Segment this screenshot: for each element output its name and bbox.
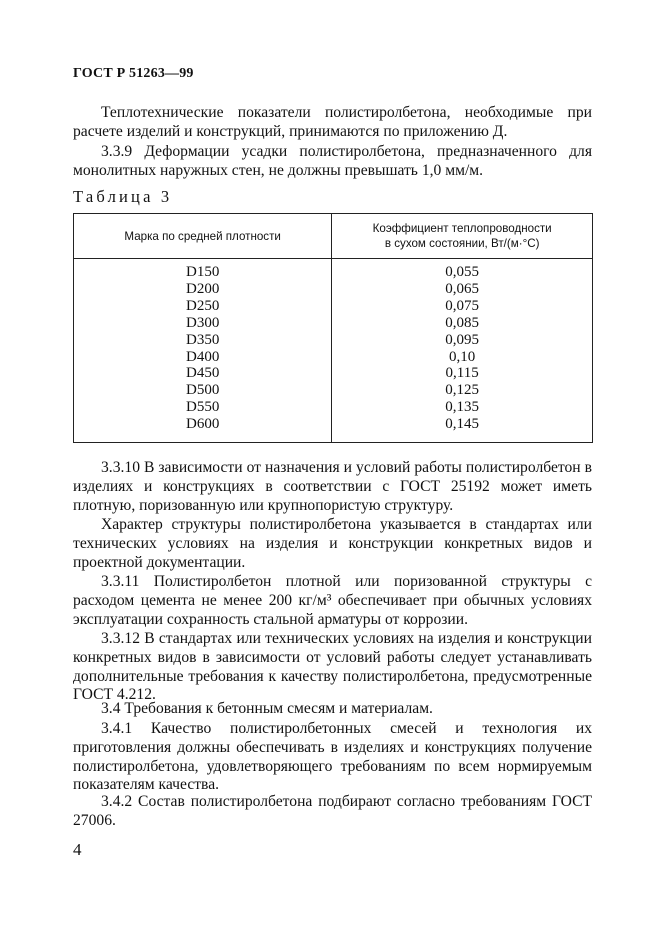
grade-cell: D350 [185, 331, 220, 348]
grade-list [74, 264, 331, 433]
conductivity-cell: 0,085 [445, 314, 480, 331]
grade-cell: D300 [185, 314, 220, 331]
header-col2-line2: в сухом состоянии, Вт/(м·°С) [384, 237, 540, 250]
conductivity-column [332, 259, 593, 443]
grade-column [74, 259, 332, 443]
table-caption: Таблица 3 [73, 187, 173, 206]
grade-cell: D500 [185, 382, 220, 399]
header-density-grade [74, 214, 332, 259]
paragraph-3-3-11: 3.3.11 Полистиролбетон плотной или поризованной структуры с расходом цемента не менее 200 кг/м³ обеспечивает при обычных условиях эксплуатации сохранность стальной арматуры от коррозии. [73, 573, 592, 628]
standard-header: ГОСТ Р 51263—99 [73, 66, 194, 81]
paragraph-3-3-10: 3.3.10 В зависимости от назначения и условий работы полистиролбетон в изделиях и конструкциях в соответствии с ГОСТ 25192 может иметь плотную, поризованную или крупнопористую структуру. [73, 459, 592, 514]
conductivity-list [332, 264, 592, 433]
table-3 [73, 213, 593, 443]
grade-cell: D250 [185, 297, 220, 314]
conductivity-cell: 0,125 [445, 382, 480, 399]
paragraph-thermal-indicators: Теплотехнические показатели полистиролбетона, необходимые при расчете изделий и конструкций, принимаются по приложению Д. [73, 104, 592, 140]
grade-cell: D550 [185, 399, 220, 416]
paragraph-3-4-2: 3.4.2 Состав полистиролбетона подбирают согласно требованиям ГОСТ 27006. [73, 793, 592, 829]
table-body-row [74, 259, 593, 443]
paragraph-3-4: 3.4 Требования к бетонным смесям и материалам. [101, 700, 433, 717]
conductivity-cell: 0,115 [445, 365, 479, 382]
table-header-row [74, 214, 593, 259]
conductivity-cell: 0,075 [445, 297, 480, 314]
header-thermal-conductivity [332, 214, 593, 259]
conductivity-cell: 0,145 [445, 416, 480, 433]
conductivity-cell: 0,10 [449, 348, 476, 365]
conductivity-cell: 0,055 [445, 264, 480, 280]
conductivity-cell: 0,135 [445, 399, 480, 416]
conductivity-cell: 0,095 [445, 331, 480, 348]
paragraph-3-3-9: 3.3.9 Деформации усадки полистиролбетона, предназначенного для монолитных наружных стен, не должны превышать 1,0 мм/м. [73, 143, 592, 179]
paragraph-structure-character: Характер структуры полистиролбетона указывается в стандартах или технических условиях на изделия и конструкции конкретных видов и проектной документации. [73, 516, 592, 571]
header-col2-line1: Коэффициент теплопроводности [372, 222, 552, 235]
page-number: 4 [73, 840, 82, 859]
grade-cell: D200 [185, 280, 220, 297]
grade-cell: D150 [185, 264, 220, 280]
grade-cell: D600 [185, 416, 220, 433]
conductivity-cell: 0,065 [445, 280, 480, 297]
grade-cell: D400 [185, 348, 220, 365]
paragraph-3-4-1: 3.4.1 Качество полистиролбетонных смесей и технология их приготовления должны обеспечивать в изделиях и конструкциях получение полистиролбетона, удовлетворяющего требованиям по всем нормируемым показателям качества. [73, 720, 592, 794]
grade-cell: D450 [185, 365, 220, 382]
header-col1-text: Марка по средней плотности [124, 229, 281, 243]
paragraph-3-3-12: 3.3.12 В стандартах или технических условиях на изделия и конструкции конкретных видов в зависимости от условий работы следует устанавливать дополнительные требования к качеству полистиролбетона, предусмотренные ГОСТ 4.212. [73, 630, 592, 704]
